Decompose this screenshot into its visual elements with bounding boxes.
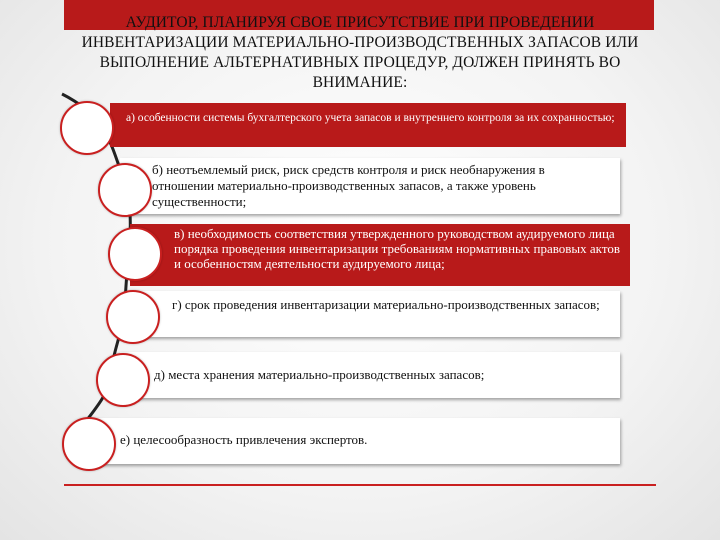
list-item-a-text: а) особенности системы бухгалтерского учета запасов и внутреннего контроля за их сохранностью; — [126, 112, 615, 124]
list-item-f-text: е) целесообразность привлечения экспертов. — [120, 432, 368, 447]
list-item-b — [120, 158, 620, 214]
list-item-d — [128, 291, 620, 337]
list-item-d-text: г) срок проведения инвентаризации материально-производственных запасов; — [172, 297, 600, 312]
list-item-a-marker — [60, 101, 114, 155]
list-item-e-text: д) места хранения материально-производственных запасов; — [154, 367, 485, 382]
list-item-c-text: в) необходимость соответствия утвержденного руководством аудируемого лица порядка проведения инвентаризации требованиям нормативных правовых актов и особенностям деятельности аудируемого лица; — [174, 226, 620, 271]
list-item-e-marker — [96, 353, 150, 407]
list-item-a — [110, 103, 626, 147]
list-item-c-marker — [108, 227, 162, 281]
bottom-divider — [64, 484, 656, 486]
list-item-f — [96, 418, 620, 464]
slide-title: АУДИТОР, ПЛАНИРУЯ СВОЕ ПРИСУТСТВИЕ ПРИ ПРОВЕДЕНИИ ИНВЕНТАРИЗАЦИИ МАТЕРИАЛЬНО-ПРОИЗВОДСТВЕННЫХ ЗАПАСОВ ИЛИ ВЫПОЛНЕНИЕ АЛЬТЕРНАТИВНЫХ ПРОЦЕДУР, ДОЛЖЕН ПРИНЯТЬ ВО ВНИМАНИЕ: — [81, 14, 639, 91]
list-item-b-marker — [98, 163, 152, 217]
list-item-c — [130, 224, 630, 286]
list-item-f-marker — [62, 417, 116, 471]
list-item-d-marker — [106, 290, 160, 344]
list-item-b-text: б) неотъемлемый риск, риск средств контроля и риск необнаружения в отношении материально-производственных запасов, а также уровень существенности; — [152, 162, 545, 209]
list-item-e — [120, 352, 620, 398]
